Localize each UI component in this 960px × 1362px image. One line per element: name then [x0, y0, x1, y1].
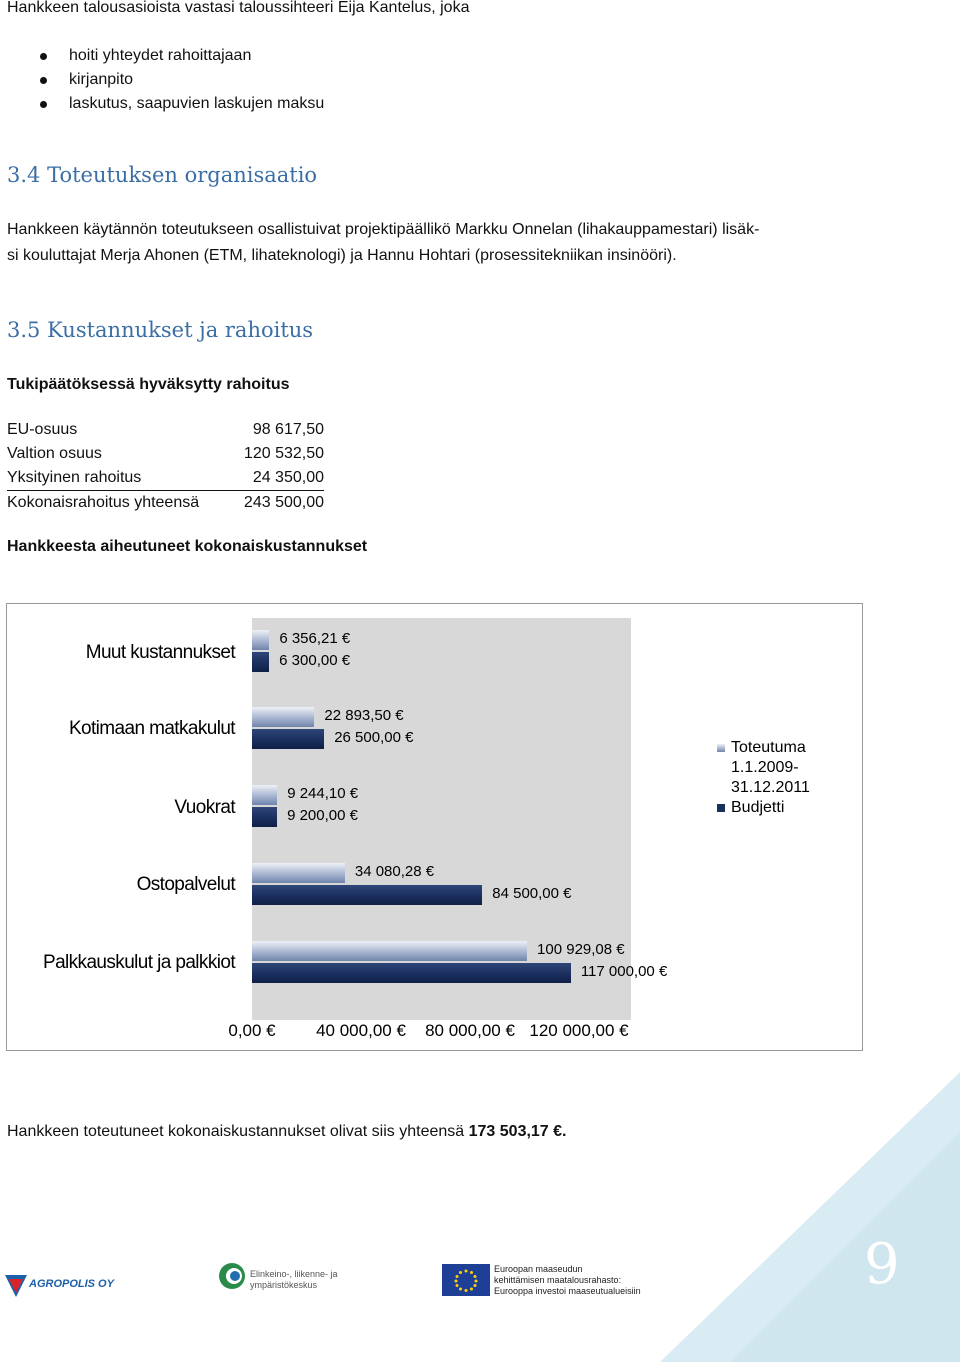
eu-logo: Euroopan maaseudun kehittämisen maatalousrahasto: Eurooppa investoi maaseutualueisiin: [442, 1264, 662, 1298]
x-tick-label: 0,00 €: [228, 1021, 276, 1040]
cost-chart: [6, 603, 863, 1051]
bullet-list: [34, 44, 324, 116]
summary-amount: 173 503,17 €.: [468, 1123, 567, 1140]
legend-swatch-budget: [717, 804, 725, 812]
funding-label: Kokonaisrahoitus yhteensä: [7, 494, 200, 511]
bullet-icon: [40, 53, 47, 60]
x-tick-label: 40 000,00 €: [316, 1021, 406, 1040]
bullet-icon: [40, 101, 47, 108]
data-label-actual: 34 080,28 €: [354, 863, 435, 880]
category-label: Palkkauskulut ja palkkiot: [43, 952, 235, 973]
ely-logo-icon: [218, 1260, 246, 1292]
page-number: 9: [864, 1232, 900, 1297]
funding-table: [7, 418, 324, 515]
agropolis-logo-icon: [5, 1273, 27, 1299]
section-heading-costs: 3.5 Kustannukset ja rahoitus: [7, 318, 314, 342]
data-label-budget: 26 500,00 €: [334, 729, 414, 746]
funding-value: 120 532,50: [243, 445, 324, 462]
section-heading-organisation: 3.4 Toteutuksen organisaatio: [7, 163, 318, 187]
table-row: [7, 418, 324, 442]
x-tick-label: 80 000,00 €: [425, 1021, 515, 1040]
bar-actual: [252, 707, 314, 727]
chart-legend: [717, 738, 810, 818]
bar-actual: [252, 941, 527, 961]
data-label-actual: 22 893,50 €: [324, 707, 404, 724]
bar-budget: [252, 885, 482, 905]
intro-text: Hankkeen talousasioista vastasi taloussihteeri Eija Kantelus, joka: [7, 0, 470, 16]
costs-subheading: Hankkeesta aiheutuneet kokonaiskustannukset: [7, 538, 368, 555]
funding-value: 98 617,50: [252, 421, 324, 438]
data-label-budget: 117 000,00 €: [580, 963, 668, 980]
category-label: Kotimaan matkakulut: [68, 718, 235, 739]
legend-swatch-actual: [717, 744, 725, 752]
data-label-budget: 6 300,00 €: [279, 652, 351, 669]
funding-value: 24 350,00: [227, 466, 324, 491]
category-label: Muut kustannukset: [85, 642, 235, 663]
data-label-budget: 84 500,00 €: [492, 885, 572, 902]
summary-text: Hankkeen toteutuneet kokonaiskustannukset olivat siis yhteensä 173 503,17 €.: [7, 1123, 567, 1140]
bar-budget: [252, 807, 277, 827]
agropolis-logo: AGROPOLIS OY: [5, 1270, 115, 1304]
table-row: [7, 442, 324, 466]
legend-item-budget: Budjetti: [717, 798, 810, 818]
bar-budget: [252, 729, 324, 749]
eu-flag-icon: [442, 1264, 490, 1296]
ely-logo: Elinkeino-, liikenne- ja ympäristökeskus: [218, 1260, 358, 1294]
list-item: hoiti yhteydet rahoittajaan: [34, 44, 324, 68]
table-row: [7, 466, 324, 491]
funding-value: 243 500,00: [243, 494, 324, 511]
bar-budget: [252, 652, 269, 672]
category-label: Vuokrat: [174, 797, 235, 818]
paragraph-line: si kouluttajat Merja Ahonen (ETM, lihateknologi) ja Hannu Hohtari (prosessitekniikan insinööri).: [7, 247, 677, 264]
category-label: Ostopalvelut: [136, 874, 235, 895]
legend-item-actual: Toteutuma 1.1.2009- 31.12.2011: [717, 738, 810, 798]
funding-label: EU-osuus: [7, 421, 78, 438]
funding-label: Valtion osuus: [7, 445, 102, 462]
data-label-budget: 9 200,00 €: [287, 807, 358, 824]
data-label-actual: 6 356,21 €: [279, 630, 351, 647]
bar-actual: [252, 863, 345, 883]
bar-budget: [252, 963, 571, 983]
data-label-actual: 9 244,10 €: [287, 785, 359, 802]
bar-actual: [252, 785, 277, 805]
corner-decoration: [660, 1072, 960, 1362]
x-tick-label: 120 000,00 €: [529, 1021, 629, 1040]
list-item: laskutus, saapuvien laskujen maksu: [34, 92, 324, 116]
data-label-actual: 100 929,08 €: [537, 941, 625, 958]
table-row: [7, 491, 324, 516]
paragraph-line: Hankkeen käytännön toteutukseen osallistuivat projektipäällikö Markku Onnelan (lihakauppamestari) lisäk-: [7, 221, 760, 238]
funding-label: Yksityinen rahoitus: [7, 466, 227, 491]
bar-actual: [252, 630, 269, 650]
funding-subheading: Tukipäätöksessä hyväksytty rahoitus: [7, 376, 290, 393]
list-item: kirjanpito: [34, 68, 324, 92]
bullet-icon: [40, 77, 47, 84]
